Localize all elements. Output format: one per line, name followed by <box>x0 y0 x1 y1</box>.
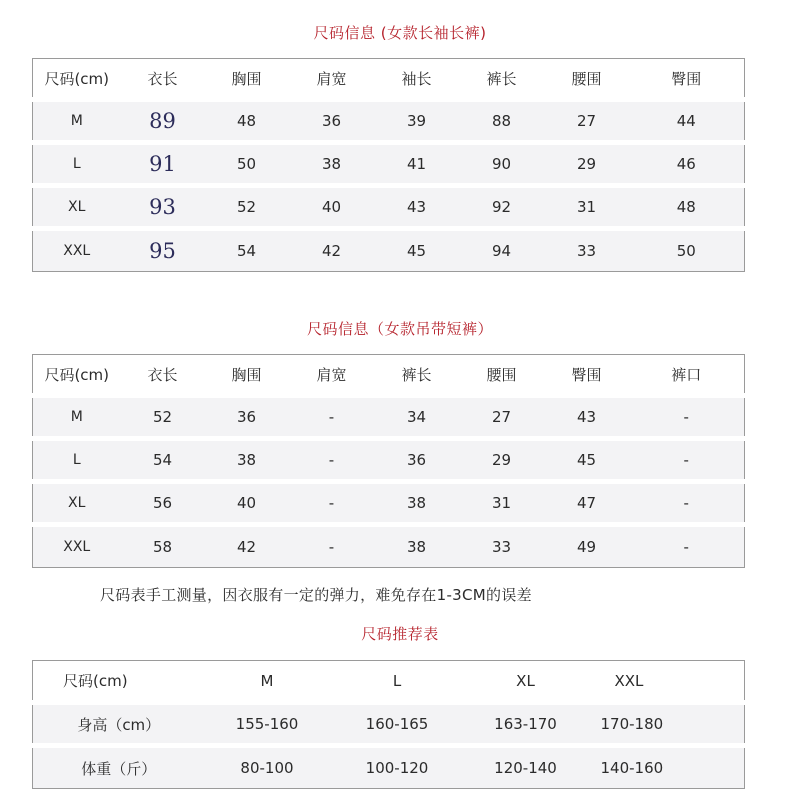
header-cell: 衣长 <box>121 59 205 100</box>
table-cell: 36 <box>205 396 289 439</box>
header-cell: XXL <box>587 661 745 703</box>
table-cell: 29 <box>459 439 545 482</box>
table-cell: 95 <box>121 229 205 272</box>
table-header-row <box>33 661 745 703</box>
table-cell: 36 <box>289 100 375 143</box>
table-row <box>33 439 745 482</box>
table-cell: - <box>289 439 375 482</box>
table-cell: 33 <box>545 229 629 272</box>
table-cell: - <box>289 482 375 525</box>
table-cell: 89 <box>121 100 205 143</box>
header-cell: 尺码(cm) <box>33 59 121 100</box>
table-cell: 163-170 <box>465 703 587 746</box>
table-cell: 100-120 <box>330 746 465 789</box>
table-row <box>33 703 745 746</box>
table-cell: 36 <box>375 439 459 482</box>
table-cell: 31 <box>545 186 629 229</box>
table-cell: 56 <box>121 482 205 525</box>
table-cell: 52 <box>205 186 289 229</box>
table-cell: - <box>289 396 375 439</box>
table-cell: 45 <box>545 439 629 482</box>
table-cell: 46 <box>629 143 745 186</box>
table-cell: 54 <box>121 439 205 482</box>
row-label-height: 身高（cm） <box>33 703 205 746</box>
table-header-row <box>33 59 745 100</box>
table-cell: 140-160 <box>587 746 745 789</box>
table-cell: 47 <box>545 482 629 525</box>
table-row <box>33 396 745 439</box>
table-row <box>33 482 745 525</box>
header-cell: 腰围 <box>459 355 545 396</box>
table3-title: 尺码推荐表 <box>361 625 439 643</box>
table-cell: 54 <box>205 229 289 272</box>
table-cell: 43 <box>375 186 459 229</box>
table-cell: 44 <box>629 100 745 143</box>
header-cell: 衣长 <box>121 355 205 396</box>
header-cell: 尺码(cm) <box>33 355 121 396</box>
table-cell: 160-165 <box>330 703 465 746</box>
table-header-row <box>33 355 745 396</box>
table-cell: 94 <box>459 229 545 272</box>
header-cell: 腰围 <box>545 59 629 100</box>
header-cell: M <box>205 661 330 703</box>
table-cell: 27 <box>545 100 629 143</box>
header-cell: L <box>330 661 465 703</box>
table-cell: 41 <box>375 143 459 186</box>
table-cell: 48 <box>629 186 745 229</box>
table-cell: 38 <box>205 439 289 482</box>
table-cell: 40 <box>205 482 289 525</box>
size-cell: XL <box>33 482 121 525</box>
size-cell: XL <box>33 186 121 229</box>
table-cell: 90 <box>459 143 545 186</box>
header-cell: 裤长 <box>375 355 459 396</box>
table1-title: 尺码信息 (女款长袖长裤) <box>313 24 487 42</box>
size-recommendation-table <box>32 660 745 789</box>
table-cell: 31 <box>459 482 545 525</box>
size-cell: L <box>33 143 121 186</box>
table-cell: 120-140 <box>465 746 587 789</box>
table-row <box>33 746 745 789</box>
measurement-note: 尺码表手工测量，因衣服有一定的弹力，难免存在1-3CM的误差 <box>100 586 532 604</box>
header-cell: 臀围 <box>545 355 629 396</box>
table-cell: 38 <box>289 143 375 186</box>
table-cell: 45 <box>375 229 459 272</box>
table-cell: 92 <box>459 186 545 229</box>
table-cell: 29 <box>545 143 629 186</box>
table-cell: 38 <box>375 525 459 568</box>
table-cell: 50 <box>629 229 745 272</box>
table-cell: 34 <box>375 396 459 439</box>
size-cell: M <box>33 100 121 143</box>
table-cell: - <box>629 439 745 482</box>
table-cell: 48 <box>205 100 289 143</box>
header-cell: 肩宽 <box>289 355 375 396</box>
table-cell: 33 <box>459 525 545 568</box>
size-cell: M <box>33 396 121 439</box>
table-row <box>33 143 745 186</box>
header-cell: XL <box>465 661 587 703</box>
header-cell: 肩宽 <box>289 59 375 100</box>
table-cell: - <box>629 396 745 439</box>
table-cell: 49 <box>545 525 629 568</box>
table-cell: 155-160 <box>205 703 330 746</box>
table-row <box>33 100 745 143</box>
size-cell: L <box>33 439 121 482</box>
header-cell: 裤口 <box>629 355 745 396</box>
header-cell: 臀围 <box>629 59 745 100</box>
table-cell: 170-180 <box>587 703 745 746</box>
table-cell: 43 <box>545 396 629 439</box>
table-cell: 91 <box>121 143 205 186</box>
size-cell: XXL <box>33 525 121 568</box>
table-cell: 58 <box>121 525 205 568</box>
table-cell: 88 <box>459 100 545 143</box>
header-cell: 尺码(cm) <box>33 661 205 703</box>
header-cell: 胸围 <box>205 355 289 396</box>
table-cell: 40 <box>289 186 375 229</box>
table-cell: 42 <box>289 229 375 272</box>
table-cell: - <box>629 525 745 568</box>
table-cell: - <box>629 482 745 525</box>
table-cell: 39 <box>375 100 459 143</box>
row-label-weight: 体重（斤） <box>33 746 205 789</box>
table-cell: 93 <box>121 186 205 229</box>
table-cell: 42 <box>205 525 289 568</box>
table-row <box>33 525 745 568</box>
table-cell: 80-100 <box>205 746 330 789</box>
table-cell: 38 <box>375 482 459 525</box>
table-cell: - <box>289 525 375 568</box>
table-cell: 50 <box>205 143 289 186</box>
table-row <box>33 186 745 229</box>
header-cell: 裤长 <box>459 59 545 100</box>
header-cell: 胸围 <box>205 59 289 100</box>
table2-title: 尺码信息（女款吊带短裤） <box>306 320 493 338</box>
size-table-long-sleeve <box>32 58 745 272</box>
table-row <box>33 229 745 272</box>
header-cell: 袖长 <box>375 59 459 100</box>
table-cell: 27 <box>459 396 545 439</box>
size-cell: XXL <box>33 229 121 272</box>
size-table-camisole-shorts <box>32 354 745 568</box>
table-cell: 52 <box>121 396 205 439</box>
